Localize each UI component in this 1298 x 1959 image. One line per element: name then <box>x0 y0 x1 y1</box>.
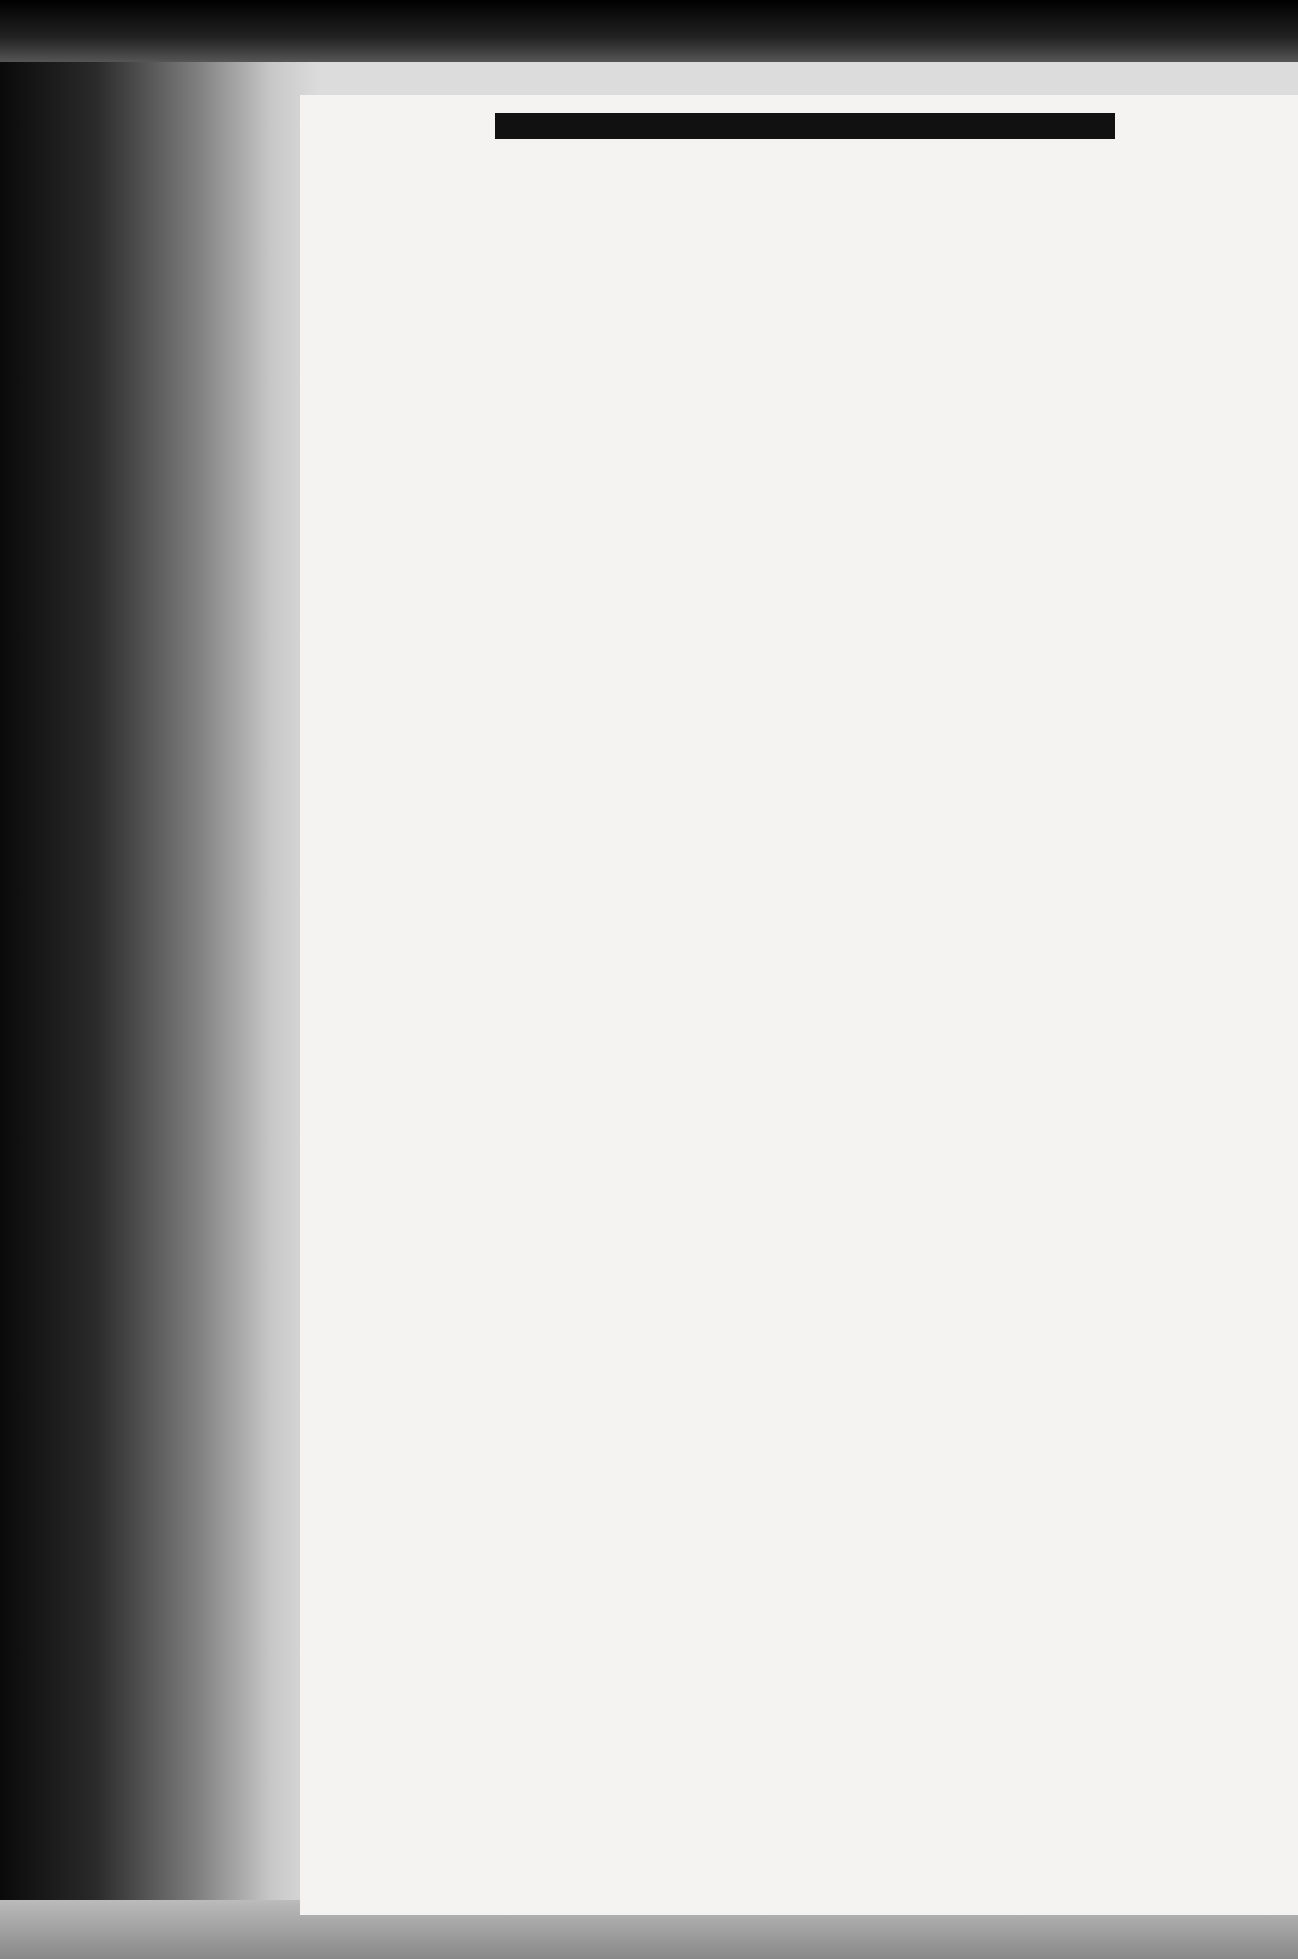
scan-top-border <box>0 0 1298 62</box>
page-edge-shadow <box>0 0 320 1959</box>
page-header <box>300 95 1298 155</box>
running-head <box>495 113 1115 139</box>
document-page <box>300 95 1298 1915</box>
